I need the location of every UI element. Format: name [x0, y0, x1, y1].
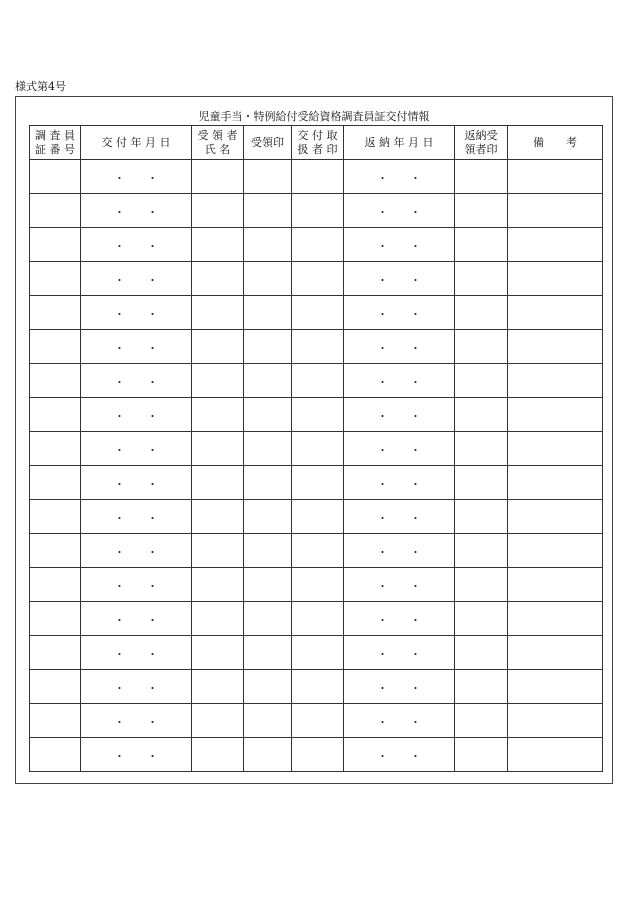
- cell-remarks[interactable]: [508, 160, 603, 194]
- cell-return-date[interactable]: [344, 160, 455, 194]
- cell-issuer-seal[interactable]: [292, 364, 344, 398]
- cell-receipt-seal[interactable]: [244, 160, 292, 194]
- cell-id-number[interactable]: [30, 568, 81, 602]
- date-separator-dots: ・ ・: [114, 546, 158, 559]
- cell-return-date[interactable]: [344, 398, 455, 432]
- date-separator-dots: ・ ・: [377, 444, 421, 457]
- cell-return-seal[interactable]: [455, 432, 508, 466]
- cell-return-seal[interactable]: [455, 704, 508, 738]
- date-separator-dots: ・ ・: [377, 648, 421, 661]
- header-return-date-label: 返 納 年 月 日: [364, 135, 434, 149]
- header-remarks-label: 備 考: [533, 135, 577, 149]
- cell-return-seal[interactable]: [455, 330, 508, 364]
- cell-return-date[interactable]: [344, 602, 455, 636]
- date-separator-dots: ・ ・: [377, 376, 421, 389]
- table-row: [30, 296, 603, 330]
- cell-issue-date[interactable]: [81, 262, 192, 296]
- date-separator-dots: ・ ・: [114, 308, 158, 321]
- cell-return-seal[interactable]: [455, 228, 508, 262]
- cell-issuer-seal[interactable]: [292, 534, 344, 568]
- header-return-seal: [455, 126, 508, 160]
- cell-receipt-seal[interactable]: [244, 364, 292, 398]
- header-recipient-line2: 氏 名: [204, 142, 231, 156]
- cell-remarks[interactable]: [508, 432, 603, 466]
- cell-id-number[interactable]: [30, 602, 81, 636]
- cell-recipient-name[interactable]: [192, 398, 244, 432]
- cell-issue-date[interactable]: [81, 466, 192, 500]
- date-separator-dots: ・ ・: [377, 716, 421, 729]
- cell-id-number[interactable]: [30, 194, 81, 228]
- cell-receipt-seal[interactable]: [244, 500, 292, 534]
- cell-issuer-seal[interactable]: [292, 466, 344, 500]
- date-separator-dots: ・ ・: [377, 274, 421, 287]
- cell-issue-date[interactable]: [81, 432, 192, 466]
- header-issue-date-label: 交 付 年 月 日: [101, 135, 171, 149]
- cell-id-number[interactable]: [30, 296, 81, 330]
- cell-id-number[interactable]: [30, 364, 81, 398]
- cell-issue-date[interactable]: [81, 330, 192, 364]
- cell-issue-date[interactable]: [81, 398, 192, 432]
- date-separator-dots: ・ ・: [377, 478, 421, 491]
- cell-issue-date[interactable]: [81, 364, 192, 398]
- date-separator-dots: ・ ・: [114, 512, 158, 525]
- form-frame: [15, 96, 613, 784]
- cell-id-number[interactable]: [30, 330, 81, 364]
- cell-remarks[interactable]: [508, 364, 603, 398]
- cell-receipt-seal[interactable]: [244, 534, 292, 568]
- cell-recipient-name[interactable]: [192, 602, 244, 636]
- date-separator-dots: ・ ・: [377, 410, 421, 423]
- date-separator-dots: ・ ・: [114, 682, 158, 695]
- table-row: [30, 160, 603, 194]
- cell-recipient-name[interactable]: [192, 636, 244, 670]
- cell-receipt-seal[interactable]: [244, 636, 292, 670]
- cell-issue-date[interactable]: [81, 534, 192, 568]
- header-remarks: [508, 126, 603, 160]
- cell-issue-date[interactable]: [81, 636, 192, 670]
- cell-receipt-seal[interactable]: [244, 432, 292, 466]
- cell-return-seal[interactable]: [455, 636, 508, 670]
- cell-recipient-name[interactable]: [192, 432, 244, 466]
- date-separator-dots: ・ ・: [377, 172, 421, 185]
- cell-issuer-seal[interactable]: [292, 568, 344, 602]
- cell-remarks[interactable]: [508, 534, 603, 568]
- date-separator-dots: ・ ・: [377, 512, 421, 525]
- cell-return-seal[interactable]: [455, 262, 508, 296]
- header-return-date: [344, 126, 455, 160]
- header-return-seal-line1: 返納受: [464, 128, 498, 142]
- cell-recipient-name[interactable]: [192, 500, 244, 534]
- cell-return-seal[interactable]: [455, 602, 508, 636]
- cell-return-seal[interactable]: [455, 534, 508, 568]
- cell-issuer-seal[interactable]: [292, 636, 344, 670]
- table-row: [30, 704, 603, 738]
- cell-return-date[interactable]: [344, 500, 455, 534]
- cell-issue-date[interactable]: [81, 228, 192, 262]
- cell-remarks[interactable]: [508, 602, 603, 636]
- date-separator-dots: ・ ・: [377, 750, 421, 763]
- table-row: [30, 398, 603, 432]
- record-rows: [30, 160, 603, 772]
- cell-id-number[interactable]: [30, 262, 81, 296]
- cell-return-date[interactable]: [344, 296, 455, 330]
- date-separator-dots: ・ ・: [114, 478, 158, 491]
- cell-return-seal[interactable]: [455, 670, 508, 704]
- cell-receipt-seal[interactable]: [244, 602, 292, 636]
- cell-return-date[interactable]: [344, 364, 455, 398]
- date-separator-dots: ・ ・: [377, 546, 421, 559]
- date-separator-dots: ・ ・: [114, 240, 158, 253]
- cell-receipt-seal[interactable]: [244, 738, 292, 772]
- cell-issue-date[interactable]: [81, 568, 192, 602]
- cell-issuer-seal[interactable]: [292, 738, 344, 772]
- date-separator-dots: ・ ・: [114, 342, 158, 355]
- cell-recipient-name[interactable]: [192, 262, 244, 296]
- cell-remarks[interactable]: [508, 398, 603, 432]
- header-recipient-name: [192, 126, 244, 160]
- cell-remarks[interactable]: [508, 704, 603, 738]
- table-row: [30, 738, 603, 772]
- cell-remarks[interactable]: [508, 670, 603, 704]
- cell-return-seal[interactable]: [455, 738, 508, 772]
- header-issuer-line1: 交 付 取: [297, 128, 338, 142]
- table-row: [30, 602, 603, 636]
- header-id-number: [30, 126, 81, 160]
- cell-id-number[interactable]: [30, 636, 81, 670]
- cell-remarks[interactable]: [508, 500, 603, 534]
- header-id-line2: 証 番 号: [35, 142, 75, 156]
- cell-receipt-seal[interactable]: [244, 466, 292, 500]
- cell-recipient-name[interactable]: [192, 228, 244, 262]
- table-row: [30, 670, 603, 704]
- header-row: [30, 126, 603, 160]
- cell-issuer-seal[interactable]: [292, 500, 344, 534]
- cell-issue-date[interactable]: [81, 670, 192, 704]
- date-separator-dots: ・ ・: [377, 308, 421, 321]
- header-issue-date: [81, 126, 192, 160]
- form-number-label: 様式第4号: [15, 80, 66, 93]
- cell-return-seal[interactable]: [455, 364, 508, 398]
- cell-remarks[interactable]: [508, 466, 603, 500]
- cell-remarks[interactable]: [508, 194, 603, 228]
- date-separator-dots: ・ ・: [377, 240, 421, 253]
- cell-id-number[interactable]: [30, 432, 81, 466]
- date-separator-dots: ・ ・: [377, 682, 421, 695]
- cell-return-date[interactable]: [344, 568, 455, 602]
- cell-id-number[interactable]: [30, 738, 81, 772]
- table-row: [30, 194, 603, 228]
- date-separator-dots: ・ ・: [377, 206, 421, 219]
- cell-return-seal[interactable]: [455, 568, 508, 602]
- date-separator-dots: ・ ・: [114, 750, 158, 763]
- cell-return-seal[interactable]: [455, 466, 508, 500]
- header-id-line1: 調 査 員: [35, 128, 75, 142]
- issuance-record-table: [29, 125, 603, 772]
- cell-issuer-seal[interactable]: [292, 330, 344, 364]
- table-row: [30, 636, 603, 670]
- date-separator-dots: ・ ・: [377, 580, 421, 593]
- cell-recipient-name[interactable]: [192, 670, 244, 704]
- header-issuer-line2: 扱 者 印: [297, 142, 338, 156]
- cell-return-seal[interactable]: [455, 160, 508, 194]
- cell-issuer-seal[interactable]: [292, 602, 344, 636]
- cell-return-date[interactable]: [344, 262, 455, 296]
- date-separator-dots: ・ ・: [114, 444, 158, 457]
- cell-recipient-name[interactable]: [192, 466, 244, 500]
- cell-return-date[interactable]: [344, 670, 455, 704]
- cell-recipient-name[interactable]: [192, 194, 244, 228]
- cell-return-seal[interactable]: [455, 500, 508, 534]
- cell-id-number[interactable]: [30, 398, 81, 432]
- cell-receipt-seal[interactable]: [244, 296, 292, 330]
- cell-receipt-seal[interactable]: [244, 568, 292, 602]
- cell-recipient-name[interactable]: [192, 738, 244, 772]
- table-row: [30, 466, 603, 500]
- cell-return-seal[interactable]: [455, 398, 508, 432]
- table-row: [30, 500, 603, 534]
- date-separator-dots: ・ ・: [114, 614, 158, 627]
- date-separator-dots: ・ ・: [114, 172, 158, 185]
- table-row: [30, 228, 603, 262]
- date-separator-dots: ・ ・: [114, 410, 158, 423]
- date-separator-dots: ・ ・: [114, 274, 158, 287]
- cell-issue-date[interactable]: [81, 296, 192, 330]
- cell-remarks[interactable]: [508, 330, 603, 364]
- cell-return-date[interactable]: [344, 738, 455, 772]
- cell-id-number[interactable]: [30, 500, 81, 534]
- cell-return-seal[interactable]: [455, 194, 508, 228]
- table-row: [30, 330, 603, 364]
- header-receipt-seal: [244, 126, 292, 160]
- date-separator-dots: ・ ・: [377, 614, 421, 627]
- cell-issuer-seal[interactable]: [292, 704, 344, 738]
- header-recipient-line1: 受 領 者: [197, 128, 238, 142]
- header-return-seal-line2: 領者印: [464, 142, 498, 156]
- cell-id-number[interactable]: [30, 160, 81, 194]
- cell-return-date[interactable]: [344, 330, 455, 364]
- cell-id-number[interactable]: [30, 704, 81, 738]
- table-row: [30, 364, 603, 398]
- cell-issue-date[interactable]: [81, 704, 192, 738]
- cell-return-date[interactable]: [344, 704, 455, 738]
- date-separator-dots: ・ ・: [114, 648, 158, 661]
- cell-receipt-seal[interactable]: [244, 704, 292, 738]
- date-separator-dots: ・ ・: [114, 206, 158, 219]
- cell-issuer-seal[interactable]: [292, 432, 344, 466]
- cell-issuer-seal[interactable]: [292, 296, 344, 330]
- cell-remarks[interactable]: [508, 568, 603, 602]
- form-title: 児童手当・特例給付受給資格調査員証交付情報: [198, 110, 430, 123]
- cell-recipient-name[interactable]: [192, 704, 244, 738]
- cell-return-date[interactable]: [344, 194, 455, 228]
- cell-return-date[interactable]: [344, 432, 455, 466]
- cell-receipt-seal[interactable]: [244, 670, 292, 704]
- cell-issue-date[interactable]: [81, 160, 192, 194]
- cell-receipt-seal[interactable]: [244, 330, 292, 364]
- cell-remarks[interactable]: [508, 228, 603, 262]
- table-row: [30, 262, 603, 296]
- cell-receipt-seal[interactable]: [244, 262, 292, 296]
- date-separator-dots: ・ ・: [114, 580, 158, 593]
- cell-id-number[interactable]: [30, 670, 81, 704]
- date-separator-dots: ・ ・: [114, 376, 158, 389]
- table-row: [30, 432, 603, 466]
- cell-issuer-seal[interactable]: [292, 160, 344, 194]
- cell-remarks[interactable]: [508, 636, 603, 670]
- cell-remarks[interactable]: [508, 738, 603, 772]
- header-issuer-seal: [292, 126, 344, 160]
- cell-receipt-seal[interactable]: [244, 398, 292, 432]
- cell-remarks[interactable]: [508, 296, 603, 330]
- cell-return-seal[interactable]: [455, 296, 508, 330]
- cell-recipient-name[interactable]: [192, 568, 244, 602]
- cell-receipt-seal[interactable]: [244, 194, 292, 228]
- cell-issuer-seal[interactable]: [292, 228, 344, 262]
- cell-receipt-seal[interactable]: [244, 228, 292, 262]
- cell-recipient-name[interactable]: [192, 364, 244, 398]
- table-row: [30, 568, 603, 602]
- cell-issue-date[interactable]: [81, 194, 192, 228]
- cell-recipient-name[interactable]: [192, 296, 244, 330]
- cell-return-date[interactable]: [344, 466, 455, 500]
- cell-issuer-seal[interactable]: [292, 262, 344, 296]
- date-separator-dots: ・ ・: [377, 342, 421, 355]
- cell-issuer-seal[interactable]: [292, 670, 344, 704]
- header-receipt-seal-label: 受領印: [251, 135, 284, 149]
- cell-recipient-name[interactable]: [192, 534, 244, 568]
- cell-issuer-seal[interactable]: [292, 194, 344, 228]
- cell-remarks[interactable]: [508, 262, 603, 296]
- cell-id-number[interactable]: [30, 534, 81, 568]
- cell-recipient-name[interactable]: [192, 160, 244, 194]
- date-separator-dots: ・ ・: [114, 716, 158, 729]
- cell-issue-date[interactable]: [81, 738, 192, 772]
- cell-issue-date[interactable]: [81, 602, 192, 636]
- cell-recipient-name[interactable]: [192, 330, 244, 364]
- cell-issue-date[interactable]: [81, 500, 192, 534]
- cell-return-date[interactable]: [344, 636, 455, 670]
- cell-id-number[interactable]: [30, 228, 81, 262]
- table-row: [30, 534, 603, 568]
- cell-id-number[interactable]: [30, 466, 81, 500]
- cell-issuer-seal[interactable]: [292, 398, 344, 432]
- cell-return-date[interactable]: [344, 534, 455, 568]
- cell-return-date[interactable]: [344, 228, 455, 262]
